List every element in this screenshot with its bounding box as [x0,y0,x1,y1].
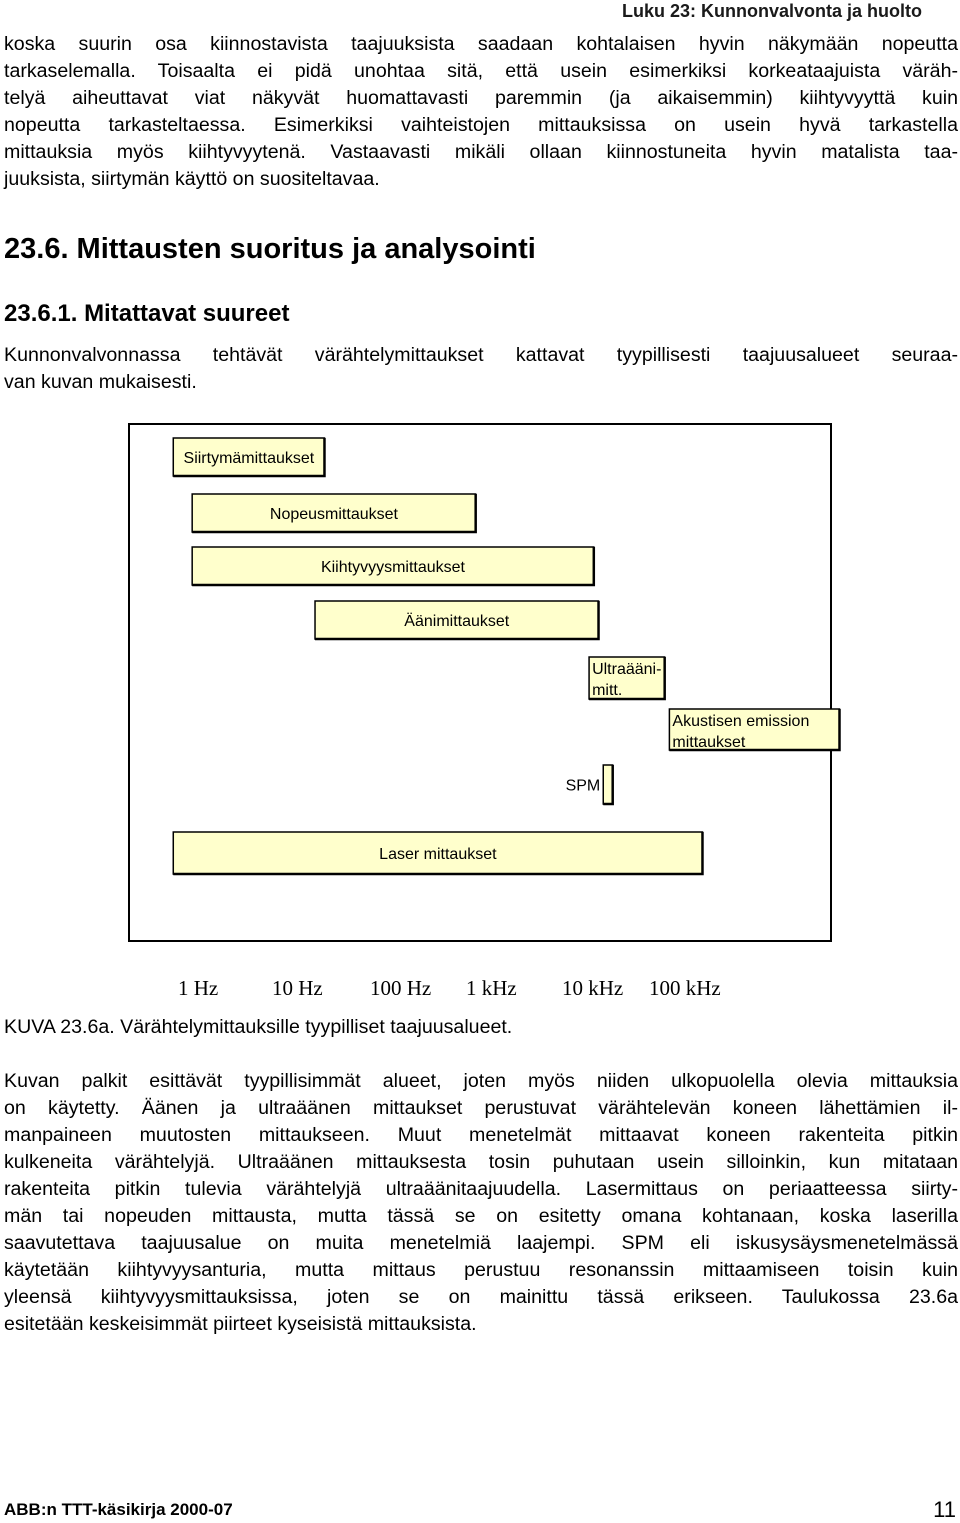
subsection-title: 23.6.1. Mitattavat suureet [4,300,290,327]
text-line: van kuvan mukaisesti. [4,371,197,393]
text-line: nopeutta tarkasteltaessa. Esimerkiksi vaihteistojen mittauksissa on usein hyvä tarkastella [4,114,958,136]
text-line: esitetään keskeisimmät piirteet kyseisistä mittauksista. [4,1313,477,1335]
text-line: koska suurin osa kiinnostavista taajuuksista saadaan kohtalaisen hyvin näkymään nopeutta [4,33,958,55]
frequency-axis [178,976,721,1000]
bar-label: SPM [565,777,601,795]
text-line: Kuvan palkit esittävät tyypillisimmät alueet, joten myös niiden ulkopuolella olevia mittauksia [4,1070,958,1092]
bar-label: Laser mittaukset [379,846,497,863]
text-line: käytetään kiihtyvyysanturia, mutta mittaus perustuu resonanssin mittaamiseen toisin kuin [4,1259,958,1281]
axis-tick-label: 100 Hz [370,976,432,1000]
text-line: manpaineen muutosten mittaukseen. Muut menetelmät mittaavat koneen rakenteita pitkin [4,1124,958,1146]
text-line: yleensä kiihtyvyysmittauksissa, joten se on mainittu tässä erikseen. Taulukossa 23.6a [4,1286,958,1308]
bar-label: Ultraääni- [592,661,662,678]
text-line: män tai nopeuden mittausta, mutta tässä se on esitetty omana kohtanaan, koska laserilla [4,1205,958,1227]
axis-tick-label: 100 kHz [649,976,721,1000]
bar-label: Nopeusmittaukset [269,506,398,523]
bar-label: mitt. [592,682,623,699]
footer-publication: ABB:n TTT-käsikirja 2000-07 [4,1500,233,1519]
text-line: on käytetty. Äänen ja ultraäänen mittaukset perustuvat värähtelevän koneen lähettämien il- [4,1097,958,1119]
page-number: 11 [933,1497,956,1522]
text-line: mittauksia myös kiihtyvyytenä. Vastaavasti mikäli ollaan kiinnostuneita hyvin matalista taa- [4,141,958,163]
bar-label: Kiihtyvyysmittaukset [320,559,466,576]
text-line: rakenteita pitkin tulevia värähtelyjä ultraäänitaajuudella. Lasermittaus on periaatteessa siirty- [4,1178,958,1200]
text-line: tarkaselemalla. Toisaalta ei pidä unohtaa sitä, että usein esimerkiksi korkeataajuista väräh- [4,60,958,82]
measurement-bars [173,438,839,874]
axis-tick-label: 10 Hz [272,976,323,1000]
text-line: telyä aiheuttavat viat näkyvät huomattavasti paremmin (ja aikaisemmin) kiihtyvyyttä kuin [4,87,958,109]
bar-label: mittaukset [672,734,746,751]
bar-label: Äänimittaukset [404,613,510,630]
text-line: juuksista, siirtymän käyttö on suositeltavaa. [4,168,380,190]
bar-label: Akustisen emission [672,713,810,730]
axis-tick-label: 1 kHz [466,976,517,1000]
body-paragraph [4,1068,958,1338]
range-bar [603,765,612,804]
axis-tick-label: 1 Hz [178,976,219,1000]
axis-tick-label: 10 kHz [562,976,624,1000]
figure-caption: KUVA 23.6a. Värähtelymittauksille tyypilliset taajuusalueet. [4,1016,513,1038]
text-line: Kunnonvalvonnassa tehtävät värähtelymittaukset kattavat tyypillisesti taajuusalueet seuraa- [4,344,958,366]
text-line: saavutettava taajuusalue on muita menetelmiä laajempi. SPM eli iskusysäysmenetelmässä [4,1232,958,1254]
bar-label: Siirtymämittaukset [183,450,315,467]
running-header: Luku 23: Kunnonvalvonta ja huolto [621,1,922,21]
section-title: 23.6. Mittausten suoritus ja analysointi [4,233,536,265]
text-line: kulkeneita värähtelyjä. Ultraäänen mittauksesta tosin puhutaan usein silloinkin, kun mitataan [4,1151,958,1173]
